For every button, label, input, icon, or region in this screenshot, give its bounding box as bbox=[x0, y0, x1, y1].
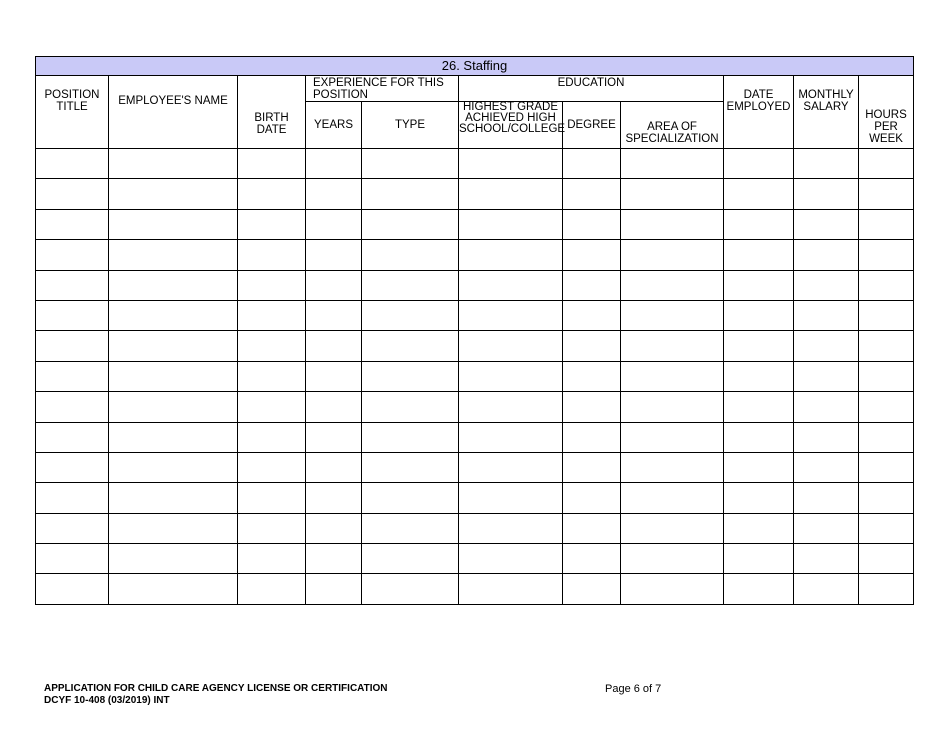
table-row bbox=[36, 483, 914, 513]
highest-grade-cell[interactable] bbox=[459, 270, 563, 300]
position-title-cell[interactable] bbox=[36, 574, 109, 604]
monthly-salary-cell[interactable] bbox=[794, 452, 859, 482]
monthly-salary-cell[interactable] bbox=[794, 331, 859, 361]
page-number: Page 6 of 7 bbox=[605, 683, 662, 695]
header-line: SCHOOL/COLLEGE bbox=[459, 123, 566, 135]
header-line: POSITION bbox=[44, 89, 100, 101]
employee-name-cell[interactable] bbox=[109, 331, 238, 361]
experience-years-cell[interactable] bbox=[306, 513, 362, 543]
date-employed-cell[interactable] bbox=[724, 574, 794, 604]
area-of-specialization-cell[interactable] bbox=[621, 149, 724, 179]
monthly-salary-header bbox=[794, 76, 859, 149]
highest-grade-cell[interactable] bbox=[459, 574, 563, 604]
highest-grade-cell[interactable] bbox=[459, 240, 563, 270]
table-row bbox=[36, 270, 914, 300]
degree-cell[interactable] bbox=[563, 240, 621, 270]
hours-per-week-cell[interactable] bbox=[859, 452, 914, 482]
hours-per-week-cell[interactable] bbox=[859, 422, 914, 452]
highest-grade-header bbox=[459, 101, 566, 149]
birth-date-cell[interactable] bbox=[238, 149, 306, 179]
table-row bbox=[36, 544, 914, 574]
date-employed-cell[interactable] bbox=[724, 209, 794, 239]
position-title-header bbox=[36, 76, 109, 149]
experience-type-cell[interactable] bbox=[362, 574, 459, 604]
area-of-specialization-cell[interactable] bbox=[621, 483, 724, 513]
employee-name-cell[interactable] bbox=[109, 392, 238, 422]
header-line: MONTHLY bbox=[798, 89, 854, 101]
birth-date-cell[interactable] bbox=[238, 452, 306, 482]
table-row bbox=[36, 361, 914, 391]
highest-grade-cell[interactable] bbox=[459, 209, 563, 239]
birth-date-cell[interactable] bbox=[238, 361, 306, 391]
position-title-cell[interactable] bbox=[36, 513, 109, 543]
employee-name-cell[interactable] bbox=[109, 209, 238, 239]
staffing-rows bbox=[36, 149, 914, 605]
hours-per-week-cell[interactable] bbox=[859, 361, 914, 391]
form-number: DCYF 10-408 (03/2019) INT bbox=[44, 695, 170, 706]
degree-cell[interactable] bbox=[563, 149, 621, 179]
position-title-cell[interactable] bbox=[36, 483, 109, 513]
birth-date-cell[interactable] bbox=[238, 422, 306, 452]
hours-per-week-cell[interactable] bbox=[859, 209, 914, 239]
hours-per-week-cell[interactable] bbox=[859, 331, 914, 361]
experience-years-cell[interactable] bbox=[306, 300, 362, 330]
monthly-salary-cell[interactable] bbox=[794, 422, 859, 452]
birth-date-cell[interactable] bbox=[238, 270, 306, 300]
table-row bbox=[36, 574, 914, 604]
experience-type-cell[interactable] bbox=[362, 149, 459, 179]
header-line: DATE bbox=[256, 124, 287, 136]
type-header: TYPE bbox=[362, 102, 459, 149]
degree-cell[interactable] bbox=[563, 513, 621, 543]
header-line: HOURS bbox=[865, 109, 907, 121]
degree-cell[interactable] bbox=[563, 179, 621, 209]
degree-cell[interactable] bbox=[563, 270, 621, 300]
experience-years-cell[interactable] bbox=[306, 179, 362, 209]
area-of-specialization-cell[interactable] bbox=[621, 574, 724, 604]
degree-cell[interactable] bbox=[563, 574, 621, 604]
experience-type-cell[interactable] bbox=[362, 209, 459, 239]
employee-name-cell[interactable] bbox=[109, 149, 238, 179]
header-line: AREA OF bbox=[647, 121, 697, 133]
employee-name-cell[interactable] bbox=[109, 574, 238, 604]
table-row bbox=[36, 179, 914, 209]
experience-years-cell[interactable] bbox=[306, 422, 362, 452]
header-line: TITLE bbox=[56, 101, 88, 113]
experience-type-cell[interactable] bbox=[362, 300, 459, 330]
monthly-salary-cell[interactable] bbox=[794, 513, 859, 543]
date-employed-cell[interactable] bbox=[724, 240, 794, 270]
header-line: BIRTH bbox=[254, 112, 289, 124]
experience-type-cell[interactable] bbox=[362, 392, 459, 422]
area-of-specialization-cell[interactable] bbox=[621, 392, 724, 422]
header-line: POSITION bbox=[313, 89, 368, 101]
employee-name-cell[interactable] bbox=[109, 240, 238, 270]
degree-cell[interactable] bbox=[563, 452, 621, 482]
header-line: WEEK bbox=[869, 133, 903, 145]
experience-years-cell[interactable] bbox=[306, 392, 362, 422]
birth-date-cell[interactable] bbox=[238, 574, 306, 604]
experience-years-cell[interactable] bbox=[306, 544, 362, 574]
table-row bbox=[36, 452, 914, 482]
employee-name-cell[interactable] bbox=[109, 452, 238, 482]
highest-grade-cell[interactable] bbox=[459, 483, 563, 513]
table-row bbox=[36, 209, 914, 239]
area-of-specialization-cell[interactable] bbox=[621, 179, 724, 209]
birth-date-cell[interactable] bbox=[238, 544, 306, 574]
area-of-specialization-cell[interactable] bbox=[621, 300, 724, 330]
experience-type-cell[interactable] bbox=[362, 240, 459, 270]
area-of-specialization-cell[interactable] bbox=[621, 361, 724, 391]
experience-header bbox=[306, 76, 459, 102]
area-of-specialization-cell[interactable] bbox=[621, 544, 724, 574]
employee-name-cell[interactable] bbox=[109, 300, 238, 330]
date-employed-header bbox=[724, 76, 794, 149]
date-employed-cell[interactable] bbox=[724, 513, 794, 543]
position-title-cell[interactable] bbox=[36, 179, 109, 209]
experience-type-cell[interactable] bbox=[362, 361, 459, 391]
experience-years-cell[interactable] bbox=[306, 149, 362, 179]
hours-per-week-cell[interactable] bbox=[859, 149, 914, 179]
highest-grade-cell[interactable] bbox=[459, 392, 563, 422]
date-employed-cell[interactable] bbox=[724, 300, 794, 330]
hours-per-week-cell[interactable] bbox=[859, 513, 914, 543]
highest-grade-cell[interactable] bbox=[459, 361, 563, 391]
header-line: HIGHEST GRADE bbox=[463, 101, 558, 113]
monthly-salary-cell[interactable] bbox=[794, 300, 859, 330]
footer-form-info bbox=[44, 683, 388, 707]
hours-per-week-cell[interactable] bbox=[859, 270, 914, 300]
degree-cell[interactable] bbox=[563, 483, 621, 513]
table-row bbox=[36, 331, 914, 361]
experience-type-cell[interactable] bbox=[362, 513, 459, 543]
form-title: APPLICATION FOR CHILD CARE AGENCY LICENSE OR CERTIFICATION bbox=[44, 683, 388, 694]
header-line: PER bbox=[874, 121, 898, 133]
employee-name-cell[interactable] bbox=[109, 544, 238, 574]
employee-name-cell[interactable] bbox=[109, 361, 238, 391]
date-employed-cell[interactable] bbox=[724, 392, 794, 422]
employee-name-cell[interactable] bbox=[109, 179, 238, 209]
degree-cell[interactable] bbox=[563, 392, 621, 422]
hours-per-week-cell[interactable] bbox=[859, 392, 914, 422]
area-of-specialization-cell[interactable] bbox=[621, 422, 724, 452]
header-line: EMPLOYED bbox=[726, 101, 791, 113]
area-of-specialization-cell[interactable] bbox=[621, 513, 724, 543]
area-of-specialization-cell[interactable] bbox=[621, 270, 724, 300]
highest-grade-cell[interactable] bbox=[459, 422, 563, 452]
degree-cell[interactable] bbox=[563, 422, 621, 452]
education-header: EDUCATION bbox=[459, 76, 724, 102]
position-title-cell[interactable] bbox=[36, 331, 109, 361]
hours-per-week-cell[interactable] bbox=[859, 300, 914, 330]
birth-date-cell[interactable] bbox=[238, 513, 306, 543]
position-title-cell[interactable] bbox=[36, 422, 109, 452]
area-of-specialization-cell[interactable] bbox=[621, 240, 724, 270]
hours-per-week-cell[interactable] bbox=[859, 544, 914, 574]
table-row bbox=[36, 149, 914, 179]
position-title-cell[interactable] bbox=[36, 149, 109, 179]
employee-name-header: EMPLOYEE'S NAME bbox=[109, 76, 238, 149]
monthly-salary-cell[interactable] bbox=[794, 149, 859, 179]
degree-cell[interactable] bbox=[563, 209, 621, 239]
date-employed-cell[interactable] bbox=[724, 149, 794, 179]
header-line: EXPERIENCE FOR THIS bbox=[313, 77, 444, 89]
position-title-cell[interactable] bbox=[36, 209, 109, 239]
position-title-cell[interactable] bbox=[36, 392, 109, 422]
highest-grade-cell[interactable] bbox=[459, 513, 563, 543]
monthly-salary-cell[interactable] bbox=[794, 544, 859, 574]
experience-years-cell[interactable] bbox=[306, 270, 362, 300]
monthly-salary-cell[interactable] bbox=[794, 392, 859, 422]
date-employed-cell[interactable] bbox=[724, 452, 794, 482]
table-row bbox=[36, 300, 914, 330]
monthly-salary-cell[interactable] bbox=[794, 483, 859, 513]
experience-type-cell[interactable] bbox=[362, 422, 459, 452]
hours-per-week-cell[interactable] bbox=[859, 240, 914, 270]
birth-date-cell[interactable] bbox=[238, 483, 306, 513]
experience-years-cell[interactable] bbox=[306, 331, 362, 361]
degree-cell[interactable] bbox=[563, 361, 621, 391]
table-row bbox=[36, 422, 914, 452]
position-title-cell[interactable] bbox=[36, 361, 109, 391]
date-employed-cell[interactable] bbox=[724, 422, 794, 452]
monthly-salary-cell[interactable] bbox=[794, 574, 859, 604]
highest-grade-cell[interactable] bbox=[459, 544, 563, 574]
highest-grade-cell[interactable] bbox=[459, 149, 563, 179]
header-line: ACHIEVED HIGH bbox=[465, 112, 556, 124]
degree-cell[interactable] bbox=[563, 300, 621, 330]
date-employed-cell[interactable] bbox=[724, 483, 794, 513]
birth-date-cell[interactable] bbox=[238, 209, 306, 239]
highest-grade-cell[interactable] bbox=[459, 452, 563, 482]
experience-years-cell[interactable] bbox=[306, 240, 362, 270]
position-title-cell[interactable] bbox=[36, 544, 109, 574]
position-title-cell[interactable] bbox=[36, 300, 109, 330]
table-row bbox=[36, 513, 914, 543]
experience-type-cell[interactable] bbox=[362, 452, 459, 482]
experience-type-cell[interactable] bbox=[362, 544, 459, 574]
experience-years-cell[interactable] bbox=[306, 209, 362, 239]
monthly-salary-cell[interactable] bbox=[794, 240, 859, 270]
monthly-salary-cell[interactable] bbox=[794, 361, 859, 391]
birth-date-cell[interactable] bbox=[238, 300, 306, 330]
experience-years-cell[interactable] bbox=[306, 361, 362, 391]
employee-name-cell[interactable] bbox=[109, 422, 238, 452]
experience-years-cell[interactable] bbox=[306, 452, 362, 482]
employee-name-cell[interactable] bbox=[109, 483, 238, 513]
years-header: YEARS bbox=[306, 102, 362, 149]
experience-years-cell[interactable] bbox=[306, 483, 362, 513]
area-of-specialization-cell[interactable] bbox=[621, 452, 724, 482]
degree-cell[interactable] bbox=[563, 331, 621, 361]
position-title-cell[interactable] bbox=[36, 452, 109, 482]
experience-years-cell[interactable] bbox=[306, 574, 362, 604]
hours-per-week-cell[interactable] bbox=[859, 574, 914, 604]
hours-per-week-header bbox=[859, 76, 914, 149]
birth-date-cell[interactable] bbox=[238, 240, 306, 270]
date-employed-cell[interactable] bbox=[724, 179, 794, 209]
date-employed-cell[interactable] bbox=[724, 331, 794, 361]
table-row bbox=[36, 240, 914, 270]
hours-per-week-cell[interactable] bbox=[859, 483, 914, 513]
area-of-specialization-header bbox=[621, 102, 724, 149]
highest-grade-cell[interactable] bbox=[459, 300, 563, 330]
employee-name-cell[interactable] bbox=[109, 513, 238, 543]
date-employed-cell[interactable] bbox=[724, 361, 794, 391]
degree-cell[interactable] bbox=[563, 544, 621, 574]
monthly-salary-cell[interactable] bbox=[794, 270, 859, 300]
employee-name-cell[interactable] bbox=[109, 270, 238, 300]
experience-type-cell[interactable] bbox=[362, 179, 459, 209]
header-line: SALARY bbox=[803, 101, 849, 113]
experience-type-cell[interactable] bbox=[362, 483, 459, 513]
header-line: DATE bbox=[743, 89, 774, 101]
birth-date-cell[interactable] bbox=[238, 331, 306, 361]
staffing-table bbox=[35, 56, 914, 605]
position-title-cell[interactable] bbox=[36, 270, 109, 300]
birth-date-header bbox=[238, 76, 306, 149]
experience-type-cell[interactable] bbox=[362, 331, 459, 361]
section-title: 26. Staffing bbox=[36, 57, 914, 76]
date-employed-cell[interactable] bbox=[724, 544, 794, 574]
monthly-salary-cell[interactable] bbox=[794, 209, 859, 239]
position-title-cell[interactable] bbox=[36, 240, 109, 270]
date-employed-cell[interactable] bbox=[724, 270, 794, 300]
area-of-specialization-cell[interactable] bbox=[621, 331, 724, 361]
header-line: SPECIALIZATION bbox=[625, 133, 719, 145]
table-row bbox=[36, 392, 914, 422]
birth-date-cell[interactable] bbox=[238, 392, 306, 422]
degree-header: DEGREE bbox=[563, 102, 621, 149]
highest-grade-cell[interactable] bbox=[459, 331, 563, 361]
area-of-specialization-cell[interactable] bbox=[621, 209, 724, 239]
experience-type-cell[interactable] bbox=[362, 270, 459, 300]
monthly-salary-cell[interactable] bbox=[794, 179, 859, 209]
hours-per-week-cell[interactable] bbox=[859, 179, 914, 209]
birth-date-cell[interactable] bbox=[238, 179, 306, 209]
highest-grade-cell[interactable] bbox=[459, 179, 563, 209]
